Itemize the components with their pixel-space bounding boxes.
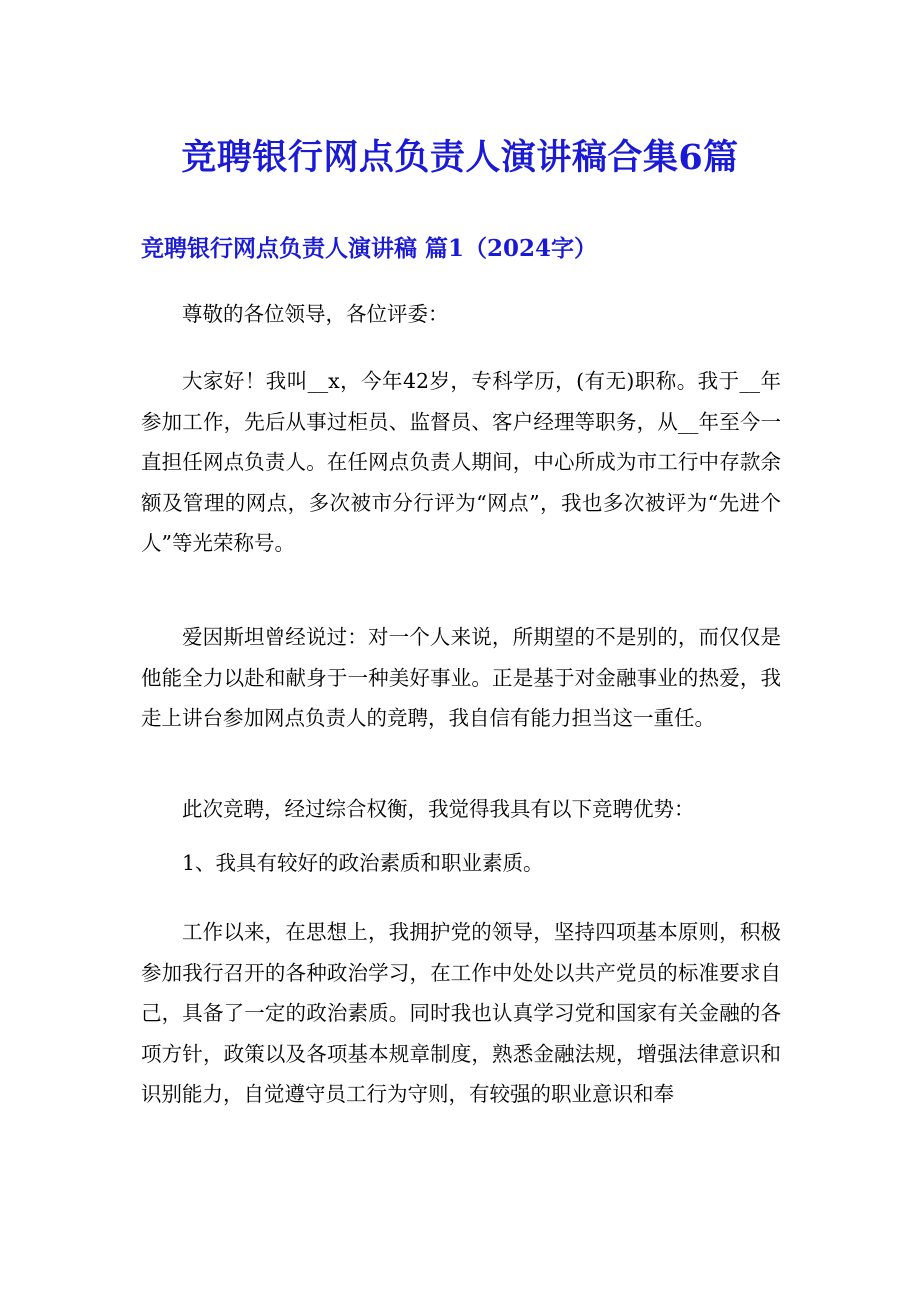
- paragraph-einstein-quote: 爱因斯坦曾经说过：对一个人来说，所期望的不是别的，而仅仅是他能全力以赴和献身于一种美好事业。正是基于对金融事业的热爱，我走上讲台参加网点负责人的竞聘，我自信有能力担当这一重任。: [141, 625, 781, 730]
- section-heading: 竞聘银行网点负责人演讲稿 篇1（2024字）: [141, 235, 598, 262]
- document-title: 竞聘银行网点负责人演讲稿合集6篇: [181, 137, 739, 178]
- paragraph-greeting: 尊敬的各位领导，各位评委：: [182, 302, 449, 326]
- paragraph-self-introduction: 大家好！我叫__x，今年42岁，专科学历，(有无)职称。我于__年参加工作，先后从事过柜员、监督员、客户经理等职务，从__年至今一直担任网点负责人。在任网点负责人期间，中心所成为市工行中存款余额及管理的网点，多次被市分行评为“网点”，我也多次被评为“先进个人”等光荣称号。: [141, 369, 781, 555]
- paragraph-work-attitude: 工作以来，在思想上，我拥护党的领导，坚持四项基本原则，积极参加我行召开的各种政治学习，在工作中处处以共产党员的标准要求自己，具备了一定的政治素质。同时我也认真学习党和国家有关金融的各项方针，政策以及各项基本规章制度，熟悉金融法规，增强法律意识和识别能力，自觉遵守员工行为守则，有较强的职业意识和奉: [141, 920, 781, 1106]
- paragraph-advantages-intro: 此次竞聘，经过综合权衡，我觉得我具有以下竞聘优势：: [182, 797, 695, 821]
- paragraph-point-1: 1、我具有较好的政治素质和职业素质。: [182, 851, 544, 875]
